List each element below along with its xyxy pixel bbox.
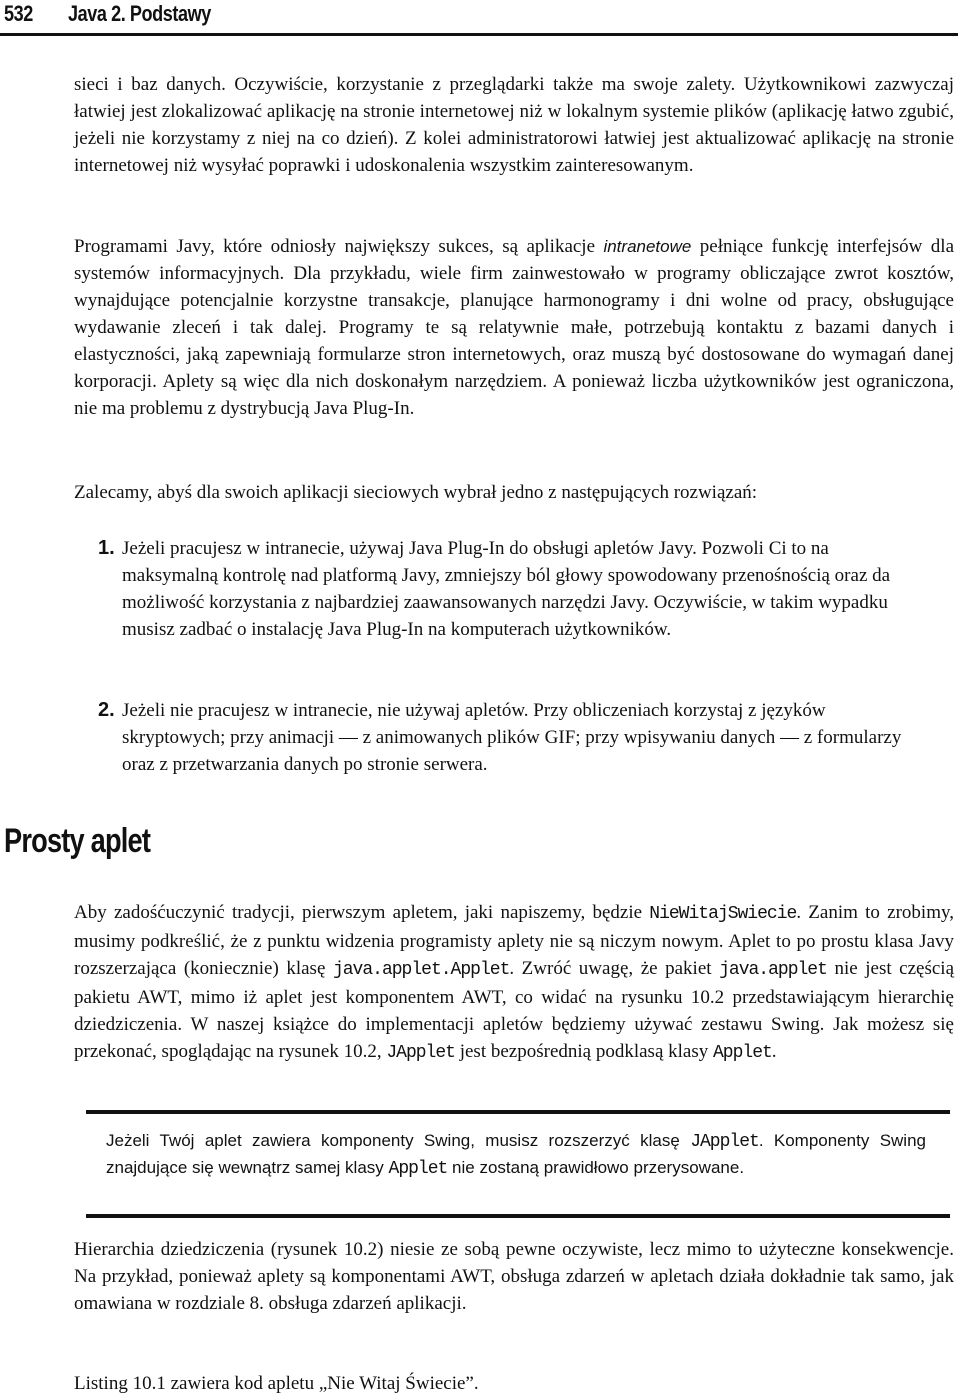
paragraph-hierarchy: Hierarchia dziedziczenia (rysunek 10.2) niesie ze sobą pewne oczywiste, lecz mimo to użyteczne konsekwencje. Na przykład, ponieważ aplety są komponentami AWT, obsługa zdarzeń w apletach działa dokładnie tak samo, jak omawiana w rozdziale 8. obsługa zdarzeń aplikacji. [74, 1239, 954, 1314]
note-text-2: . Komponenty Swing znajdujące się wewnątrz samej klasy [106, 1131, 926, 1177]
note-text [106, 1128, 926, 1182]
simple-applet-text-5: jest bezpośrednią podklasą klasy [454, 1041, 713, 1062]
note-code-applet: Applet [388, 1159, 448, 1179]
note-text-1: Jeżeli Twój aplet zawiera komponenty Swing, musisz rozszerzyć klasę [106, 1131, 691, 1150]
code-applet: Applet [712, 1043, 772, 1063]
paragraph-intranet-text-1: Programami Javy, które odniosły największy sukces, są aplikacje [74, 236, 604, 257]
list-text-2: Jeżeli nie pracujesz w intranecie, nie używaj apletów. Przy obliczeniach korzystaj z języków skryptowych; przy animacji — z animowanych plików GIF; przy wpisywaniu danych — z formularzy oraz z przetwarzania danych po stronie serwera. [122, 700, 902, 775]
intranet-italic-term: intranetowe [603, 237, 692, 256]
note-code-japplet: JApplet [690, 1132, 759, 1152]
list-number-2: 2. [98, 699, 115, 721]
code-java-applet: java.applet [719, 960, 827, 980]
simple-applet-text-3: . Zwróć uwagę, że pakiet [509, 958, 720, 979]
code-japplet: JApplet [386, 1043, 455, 1063]
paragraph-recommendation: Zalecamy, abyś dla swoich aplikacji sieciowych wybrał jedno z następujących rozwiązań: [74, 482, 758, 503]
list-number-1: 1. [98, 537, 115, 559]
note-box [86, 1110, 950, 1218]
running-title: Java 2. Podstawy [68, 1, 211, 26]
code-niewitajswiecie: NieWitajSwiecie [649, 904, 797, 924]
simple-applet-text-6: . [771, 1041, 777, 1062]
paragraph-simple-applet [74, 899, 954, 1067]
paragraph-intranet-text-2: pełniące funkcję interfejsów dla systemów informacyjnych. Dla przykładu, wiele firm zainwestowało w programy obliczające zwrot kosztów, wynajdujące potencjalnie korzystne transakcje, planujące harmonogramy i dni wolne od pracy, obsługujące wydawanie zleceń i tak dalej. Programy te są relatywnie małe, potrzebują kontaktu z bazami danych i elastyczności, jaką zapewniają formularze stron internetowych, oraz muszą być dostosowane do wymagań danej korporacji. Aplety są więc dla nich doskonałym narzędziem. A ponieważ liczba użytkowników jest ograniczona, nie ma problemu z dystrybucją Java Plug-In. [74, 236, 954, 419]
simple-applet-text-4: nie jest częścią pakietu AWT, mimo iż aplet jest komponentem AWT, co widać na rysunku 10.2 przedstawiającym hierarchię dziedziczenia. W naszej książce do implementacji apletów będziemy używać zestawu Swing. Jak możesz się przekonać, spoglądając na rysunek 10.2, [74, 958, 955, 1062]
list-text-1: Jeżeli pracujesz w intranecie, używaj Java Plug-In do obsługi apletów Javy. Pozwoli Ci to na maksymalną kontrolę nad platformą Javy, zmniejszy ból głowy spowodowany przenośnością oraz da możliwość korzystania z najbardziej zaawansowanych narzędzi Javy. Oczywiście, w takim wypadku musisz zadbać o instalację Java Plug-In na komputerach użytkowników. [122, 538, 891, 640]
page-number: 532 [4, 1, 33, 26]
page-header [0, 0, 960, 40]
header-rule [0, 33, 958, 36]
note-text-3: nie zostaną prawidłowo przerysowane. [447, 1158, 745, 1177]
paragraph-listing: Listing 10.1 zawiera kod apletu „Nie Witaj Świecie”. [74, 1373, 479, 1394]
simple-applet-text-2: . Zanim to zrobimy, musimy podkreślić, że z punktu widzenia programisty aplety nie są niczym nowym. Aplet to po prostu klasa Javy rozszerzająca (koniecznie) klasę [74, 902, 954, 979]
paragraph-intranet [74, 233, 954, 422]
paragraph-intro: sieci i baz danych. Oczywiście, korzystanie z przeglądarki także ma swoje zalety. Użytkownikowi zazwyczaj łatwiej jest zlokalizować aplikację na stronie internetowej niż w lokalnym systemie plików (aplikację łatwo zgubić, jeżeli nie korzystamy z niej na co dzień). Z kolei administratorowi łatwiej jest aktualizować aplikację na stronie internetowej niż wysyłać poprawki i udoskonalenia wszystkim zainteresowanym. [74, 74, 954, 176]
simple-applet-text-1: Aby zadośćuczynić tradycji, pierwszym apletem, jaki napiszemy, będzie [74, 902, 650, 923]
section-heading: Prosty aplet [4, 822, 151, 860]
code-java-applet-applet: java.applet.Applet [332, 960, 510, 980]
